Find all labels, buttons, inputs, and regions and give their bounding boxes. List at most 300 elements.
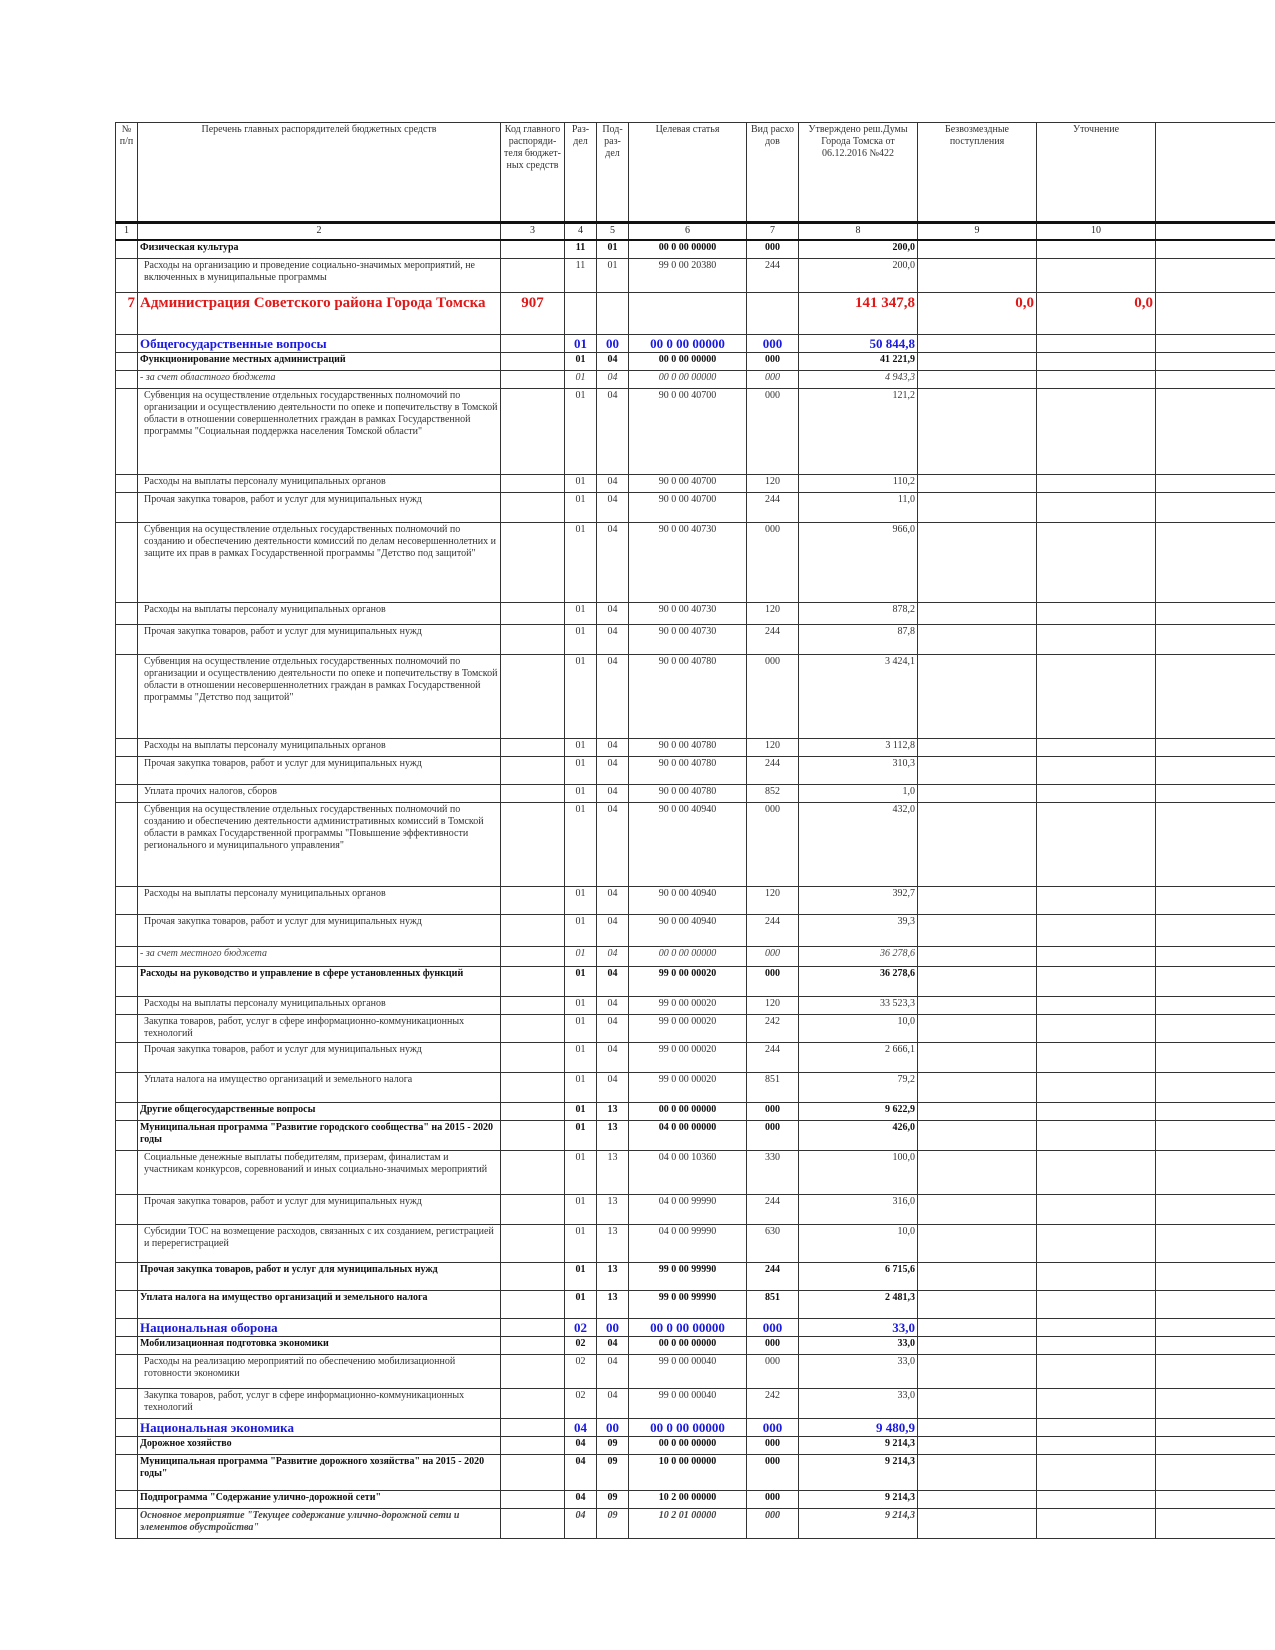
row-extra [1156,1150,1275,1194]
row-extra [1156,1194,1275,1224]
row-clarification [1037,240,1156,258]
row-section: 02 [565,1388,597,1418]
row-clarification [1037,946,1156,966]
row-extra [1156,492,1275,522]
row-approved: 200,0 [799,258,918,292]
row-subsection: 13 [597,1290,629,1318]
row-clarification [1037,258,1156,292]
table-row [116,784,1275,802]
row-gratuitous [918,1436,1037,1454]
row-name: Субвенция на осуществление отдельных государственных полномочий по организации и осуществлению деятельности по опеке и попечительству в Томской области в отношении несовершеннолетних граждан в рамках Государственной программы "Детство под защитой" [138,654,501,738]
row-clarification [1037,1290,1156,1318]
row-section: 02 [565,1318,597,1336]
row-name: Субсидии ТОС на возмещение расходов, связанных с их созданием, регистрацией и перерегистрацией [138,1224,501,1262]
table-row [116,492,1275,522]
row-clarification [1037,352,1156,370]
header-subsection: Под-раз-дел [597,123,629,223]
row-approved: 79,2 [799,1072,918,1102]
row-clarification [1037,654,1156,738]
row-extra [1156,1318,1275,1336]
row-code [501,1042,565,1072]
row-name: Физическая культура [138,240,501,258]
row-num [116,654,138,738]
row-extra [1156,522,1275,602]
row-extra [1156,654,1275,738]
budget-table [115,122,1275,1539]
row-clarification [1037,802,1156,886]
row-name: Администрация Советского района Города Томска [138,292,501,334]
row-name: Дорожное хозяйство [138,1436,501,1454]
row-section: 01 [565,1150,597,1194]
row-exptype: 244 [747,258,799,292]
row-section: 01 [565,522,597,602]
row-gratuitous [918,1418,1037,1436]
row-extra [1156,914,1275,946]
row-target: 90 0 00 40780 [629,784,747,802]
row-name: Социальные денежные выплаты победителям, призерам, финалистам и участникам конкурсов, соревнований и иных социально-значимых мероприятий [138,1150,501,1194]
row-code [501,1262,565,1290]
colnum: 9 [918,223,1037,241]
row-target: 90 0 00 40780 [629,738,747,756]
row-subsection: 13 [597,1262,629,1290]
row-target: 90 0 00 40700 [629,474,747,492]
row-name: Прочая закупка товаров, работ и услуг для муниципальных нужд [138,492,501,522]
row-section: 01 [565,370,597,388]
row-target: 90 0 00 40730 [629,602,747,624]
row-target: 90 0 00 40940 [629,914,747,946]
row-name: Другие общегосударственные вопросы [138,1102,501,1120]
row-approved: 33,0 [799,1354,918,1388]
row-target: 99 0 00 00020 [629,1042,747,1072]
row-extra [1156,258,1275,292]
row-approved: 9 480,9 [799,1418,918,1436]
row-code [501,1194,565,1224]
table-row [116,602,1275,624]
row-gratuitous [918,624,1037,654]
row-target: 90 0 00 40730 [629,624,747,654]
row-name: Муниципальная программа "Развитие городского сообщества" на 2015 - 2020 годы [138,1120,501,1150]
row-target: 99 0 00 00020 [629,1072,747,1102]
row-clarification [1037,370,1156,388]
row-gratuitous [918,602,1037,624]
row-section: 04 [565,1418,597,1436]
row-approved: 9 622,9 [799,1102,918,1120]
table-row [116,1508,1275,1538]
row-target: 99 0 00 00040 [629,1354,747,1388]
row-extra [1156,784,1275,802]
row-name: Уплата налога на имущество организаций и земельного налога [138,1072,501,1102]
row-num [116,258,138,292]
colnum [1156,223,1275,241]
row-name: - за счет областного бюджета [138,370,501,388]
row-exptype: 000 [747,1490,799,1508]
row-subsection: 04 [597,388,629,474]
row-target: 04 0 00 10360 [629,1150,747,1194]
row-num [116,784,138,802]
row-gratuitous [918,1072,1037,1102]
row-extra [1156,602,1275,624]
row-gratuitous [918,996,1037,1014]
row-approved: 33,0 [799,1388,918,1418]
table-row [116,388,1275,474]
row-name: Прочая закупка товаров, работ и услуг для муниципальных нужд [138,756,501,784]
row-code [501,946,565,966]
table-row [116,1072,1275,1102]
row-approved: 2 666,1 [799,1042,918,1072]
row-section: 02 [565,1354,597,1388]
row-exptype: 242 [747,1388,799,1418]
row-section: 01 [565,602,597,624]
row-target: 99 0 00 00020 [629,966,747,996]
row-code [501,624,565,654]
row-section: 01 [565,946,597,966]
row-exptype: 000 [747,1418,799,1436]
row-target: 00 0 00 00000 [629,352,747,370]
row-name: Общегосударственные вопросы [138,334,501,352]
row-target: 99 0 00 99990 [629,1262,747,1290]
row-clarification [1037,1014,1156,1042]
row-exptype: 851 [747,1290,799,1318]
row-approved: 36 278,6 [799,966,918,996]
row-exptype: 000 [747,1120,799,1150]
row-gratuitous [918,1194,1037,1224]
row-clarification [1037,1318,1156,1336]
row-num [116,474,138,492]
row-section: 01 [565,474,597,492]
row-gratuitous [918,784,1037,802]
row-num [116,602,138,624]
row-subsection: 04 [597,370,629,388]
row-gratuitous [918,240,1037,258]
row-target: 00 0 00 00000 [629,1418,747,1436]
table-row [116,654,1275,738]
row-num: 7 [116,292,138,334]
row-target: 90 0 00 40940 [629,802,747,886]
row-gratuitous [918,802,1037,886]
table-row [116,1436,1275,1454]
row-clarification [1037,1490,1156,1508]
row-section: 04 [565,1508,597,1538]
row-code [501,492,565,522]
row-approved: 87,8 [799,624,918,654]
table-row [116,352,1275,370]
row-code [501,1418,565,1436]
row-approved: 121,2 [799,388,918,474]
row-clarification [1037,1072,1156,1102]
row-name: Национальная экономика [138,1418,501,1436]
row-target: 90 0 00 40780 [629,654,747,738]
row-num [116,1290,138,1318]
header-num: № п/п [116,123,138,223]
row-extra [1156,1072,1275,1102]
row-subsection: 13 [597,1120,629,1150]
row-code [501,334,565,352]
row-num [116,352,138,370]
colnum: 8 [799,223,918,241]
header-code: Код главного распоряди-теля бюджет-ных средств [501,123,565,223]
header-target: Целевая статья [629,123,747,223]
colnum: 1 [116,223,138,241]
table-row [116,624,1275,654]
row-section: 04 [565,1454,597,1490]
row-name: Расходы на выплаты персоналу муниципальных органов [138,996,501,1014]
table-row [116,1354,1275,1388]
budget-sheet [115,122,1275,1539]
row-exptype: 000 [747,1336,799,1354]
row-subsection: 04 [597,1354,629,1388]
row-num [116,946,138,966]
row-name: Прочая закупка товаров, работ и услуг для муниципальных нужд [138,1042,501,1072]
row-subsection: 04 [597,474,629,492]
row-name: Мобилизационная подготовка экономики [138,1336,501,1354]
row-subsection: 01 [597,240,629,258]
row-num [116,886,138,914]
row-extra [1156,802,1275,886]
row-num [116,1224,138,1262]
row-target: 10 0 00 00000 [629,1454,747,1490]
row-section: 01 [565,1224,597,1262]
row-num [116,914,138,946]
row-clarification [1037,784,1156,802]
table-row [116,1042,1275,1072]
row-approved: 966,0 [799,522,918,602]
row-num [116,492,138,522]
row-extra [1156,966,1275,996]
row-section: 01 [565,756,597,784]
row-name: Субвенция на осуществление отдельных государственных полномочий по организации и осуществлению деятельности по опеке и попечительству в Томской области в отношении совершеннолетних граждан в рамках Государственной программы "Социальная поддержка населения Томской области" [138,388,501,474]
table-row [116,1150,1275,1194]
row-num [116,1490,138,1508]
row-code [501,802,565,886]
row-exptype: 330 [747,1150,799,1194]
row-target: 00 0 00 00000 [629,1102,747,1120]
row-num [116,1436,138,1454]
row-extra [1156,240,1275,258]
colnum: 3 [501,223,565,241]
row-subsection: 04 [597,966,629,996]
row-exptype: 000 [747,388,799,474]
row-section: 02 [565,1336,597,1354]
row-approved: 10,0 [799,1224,918,1262]
row-clarification [1037,1224,1156,1262]
row-approved: 316,0 [799,1194,918,1224]
row-code: 907 [501,292,565,334]
row-gratuitous [918,1120,1037,1150]
row-subsection: 09 [597,1436,629,1454]
row-gratuitous [918,738,1037,756]
row-section: 01 [565,492,597,522]
row-exptype: 120 [747,738,799,756]
table-row [116,370,1275,388]
row-code [501,1290,565,1318]
row-exptype: 244 [747,756,799,784]
row-code [501,738,565,756]
row-section: 01 [565,1120,597,1150]
row-exptype: 000 [747,1454,799,1490]
row-code [501,1072,565,1102]
row-subsection: 13 [597,1150,629,1194]
row-extra [1156,1490,1275,1508]
row-clarification [1037,474,1156,492]
row-exptype: 244 [747,624,799,654]
row-section: 01 [565,784,597,802]
column-numbers-row [116,223,1275,241]
row-exptype: 120 [747,602,799,624]
row-section: 01 [565,1194,597,1224]
row-target: 00 0 00 00000 [629,946,747,966]
row-subsection: 00 [597,334,629,352]
row-subsection: 04 [597,624,629,654]
row-subsection: 13 [597,1194,629,1224]
table-row [116,1454,1275,1490]
row-num [116,1388,138,1418]
colnum: 10 [1037,223,1156,241]
row-section: 11 [565,240,597,258]
row-subsection: 04 [597,1014,629,1042]
header-clarification: Уточнение [1037,123,1156,223]
row-code [501,602,565,624]
row-approved: 36 278,6 [799,946,918,966]
table-row [116,738,1275,756]
row-gratuitous [918,654,1037,738]
row-code [501,1150,565,1194]
row-target: 00 0 00 00000 [629,370,747,388]
row-clarification [1037,1102,1156,1120]
row-clarification [1037,1508,1156,1538]
row-extra [1156,1224,1275,1262]
row-num [116,1336,138,1354]
row-code [501,784,565,802]
row-gratuitous [918,258,1037,292]
row-exptype: 244 [747,1042,799,1072]
row-num [116,1194,138,1224]
row-target: 00 0 00 00000 [629,240,747,258]
row-exptype: 000 [747,654,799,738]
row-extra [1156,1508,1275,1538]
row-num [116,1042,138,1072]
row-gratuitous [918,1262,1037,1290]
row-code [501,352,565,370]
row-exptype: 000 [747,1354,799,1388]
row-gratuitous [918,1318,1037,1336]
row-section: 01 [565,1072,597,1102]
row-exptype: 000 [747,522,799,602]
row-exptype: 244 [747,1262,799,1290]
row-extra [1156,1418,1275,1436]
row-exptype: 000 [747,1436,799,1454]
row-code [501,756,565,784]
row-approved: 3 112,8 [799,738,918,756]
row-approved: 392,7 [799,886,918,914]
row-approved: 6 715,6 [799,1262,918,1290]
row-target: 99 0 00 20380 [629,258,747,292]
row-num [116,802,138,886]
row-exptype: 000 [747,966,799,996]
row-code [501,1318,565,1336]
row-exptype: 000 [747,802,799,886]
row-section: 01 [565,654,597,738]
row-approved: 41 221,9 [799,352,918,370]
row-subsection: 13 [597,1224,629,1262]
row-gratuitous [918,1354,1037,1388]
row-name: Расходы на выплаты персоналу муниципальных органов [138,474,501,492]
row-code [501,1014,565,1042]
table-row [116,914,1275,946]
row-code [501,1354,565,1388]
row-code [501,1224,565,1262]
row-target: 04 0 00 99990 [629,1194,747,1224]
row-code [501,1388,565,1418]
row-clarification [1037,996,1156,1014]
row-extra [1156,1354,1275,1388]
colnum: 4 [565,223,597,241]
row-gratuitous [918,474,1037,492]
row-subsection: 04 [597,352,629,370]
table-row [116,240,1275,258]
row-section: 11 [565,258,597,292]
row-section: 01 [565,1290,597,1318]
row-code [501,654,565,738]
row-code [501,1436,565,1454]
header-exptype: Вид расхо дов [747,123,799,223]
row-subsection: 09 [597,1508,629,1538]
row-name: Уплата налога на имущество организаций и земельного налога [138,1290,501,1318]
row-approved: 100,0 [799,1150,918,1194]
row-clarification [1037,1120,1156,1150]
row-exptype: 000 [747,370,799,388]
table-row [116,1418,1275,1436]
row-target: 00 0 00 00000 [629,1318,747,1336]
row-approved: 9 214,3 [799,1436,918,1454]
row-subsection: 04 [597,1336,629,1354]
row-extra [1156,334,1275,352]
row-exptype: 120 [747,474,799,492]
row-subsection: 13 [597,1102,629,1120]
header-name: Перечень главных распорядителей бюджетных средств [138,123,501,223]
row-name: Прочая закупка товаров, работ и услуг для муниципальных нужд [138,1262,501,1290]
row-subsection: 04 [597,886,629,914]
row-clarification [1037,1354,1156,1388]
table-row [116,886,1275,914]
row-target: 04 0 00 99990 [629,1224,747,1262]
row-extra [1156,946,1275,966]
row-section [565,292,597,334]
row-name: Прочая закупка товаров, работ и услуг для муниципальных нужд [138,624,501,654]
row-num [116,996,138,1014]
row-num [116,1318,138,1336]
row-exptype: 000 [747,334,799,352]
row-clarification: 0,0 [1037,292,1156,334]
row-exptype: 000 [747,1318,799,1336]
row-section: 01 [565,334,597,352]
row-subsection: 04 [597,492,629,522]
row-num [116,756,138,784]
row-clarification [1037,914,1156,946]
header-extra [1156,123,1275,223]
row-subsection: 04 [597,1042,629,1072]
row-code [501,1508,565,1538]
row-num [116,334,138,352]
table-row [116,1318,1275,1336]
row-name: Основное мероприятие "Текущее содержание улично-дорожной сети и элементов обустройства" [138,1508,501,1538]
row-extra [1156,886,1275,914]
row-exptype: 244 [747,914,799,946]
row-approved: 426,0 [799,1120,918,1150]
row-gratuitous [918,388,1037,474]
row-num [116,1150,138,1194]
row-num [116,240,138,258]
row-num [116,1508,138,1538]
